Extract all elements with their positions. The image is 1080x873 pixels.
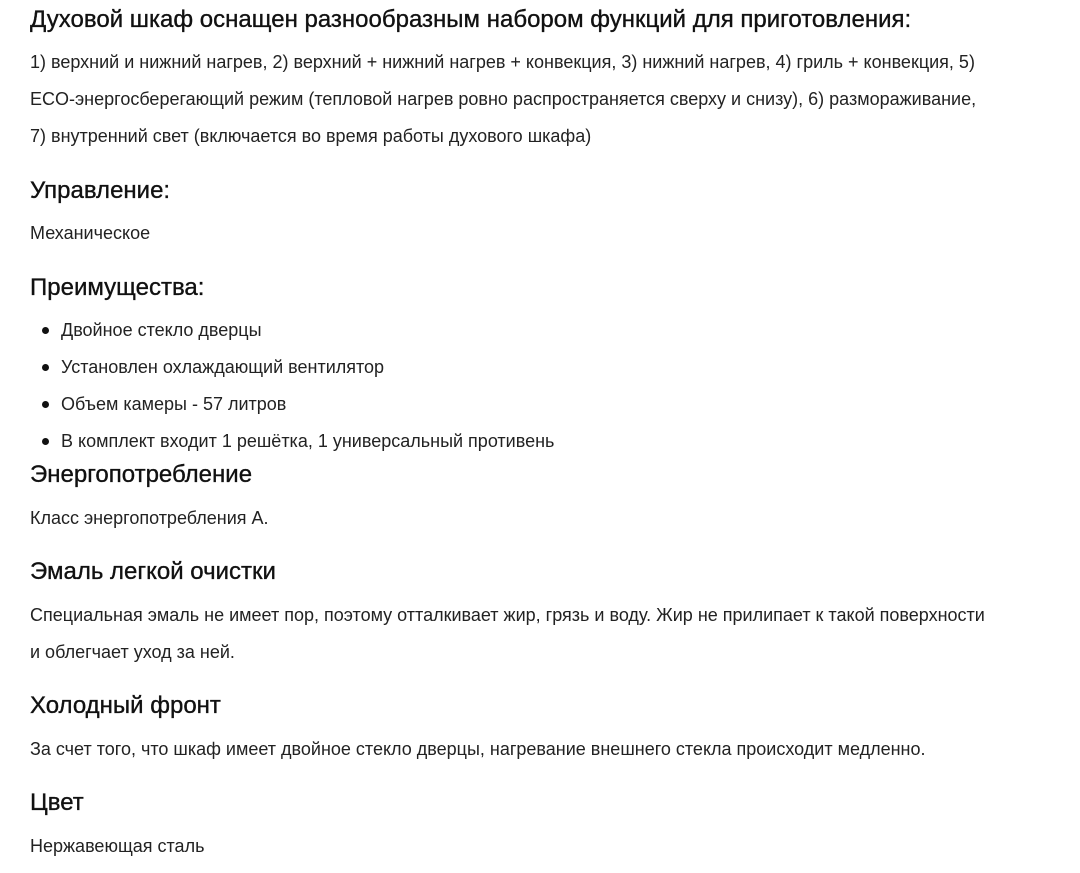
energy-heading: Энергопотребление [30,461,253,488]
enamel-body [30,597,1060,671]
bullet-icon [42,364,49,371]
cold-front-heading: Холодный фронт [30,692,221,719]
list-item-text: Установлен охлаждающий вентилятор [61,357,385,377]
control-text: Механическое [30,223,151,243]
energy-section [30,459,1060,491]
advantages-heading: Преимущества: [30,274,205,301]
enamel-line: и облегчает уход за ней. [30,642,235,662]
enamel-heading: Эмаль легкой очистки [30,558,276,585]
bullet-icon [42,327,49,334]
functions-line: ECO-энергосберегающий режим (тепловой нагрев ровно распространяется сверху и снизу), 6) размораживание, [30,89,977,109]
list-item-text: Объем камеры - 57 литров [61,394,287,414]
list-item-text: Двойное стекло дверцы [61,320,262,340]
color-body [30,828,1060,865]
cold-front-body [30,731,1060,768]
energy-body [30,500,1060,537]
color-section [30,787,1060,819]
list-item-text: В комплект входит 1 решётка, 1 универсальный противень [61,431,555,451]
functions-line: 7) внутренний свет (включается во время работы духового шкафа) [30,126,592,146]
functions-heading: Духовой шкаф оснащен разнообразным набором функций для приготовления: [30,6,912,33]
control-heading: Управление: [30,177,171,204]
enamel-section [30,556,1060,588]
control-section [30,175,1060,207]
cold-front-text: За счет того, что шкаф имеет двойное стекло дверцы, нагревание внешнего стекла происходит медленно. [30,739,926,759]
functions-section [30,4,1060,36]
list-item [30,423,1060,460]
energy-text: Класс энергопотребления А. [30,508,269,528]
enamel-line: Специальная эмаль не имеет пор, поэтому отталкивает жир, грязь и воду. Жир не прилипает к такой поверхности [30,605,985,625]
advantages-list [30,312,1060,460]
color-text: Нержавеющая сталь [30,836,205,856]
list-item [30,349,1060,386]
advantages-body [30,312,1060,460]
functions-text [30,44,1060,155]
bullet-icon [42,401,49,408]
list-item [30,386,1060,423]
list-item [30,312,1060,349]
bullet-icon [42,438,49,445]
functions-line: 1) верхний и нижний нагрев, 2) верхний + нижний нагрев + конвекция, 3) нижний нагрев, 4) гриль + конвекция, 5) [30,52,975,72]
control-body [30,215,1060,252]
color-heading: Цвет [30,789,84,816]
cold-front-section [30,690,1060,722]
advantages-section [30,272,1060,304]
